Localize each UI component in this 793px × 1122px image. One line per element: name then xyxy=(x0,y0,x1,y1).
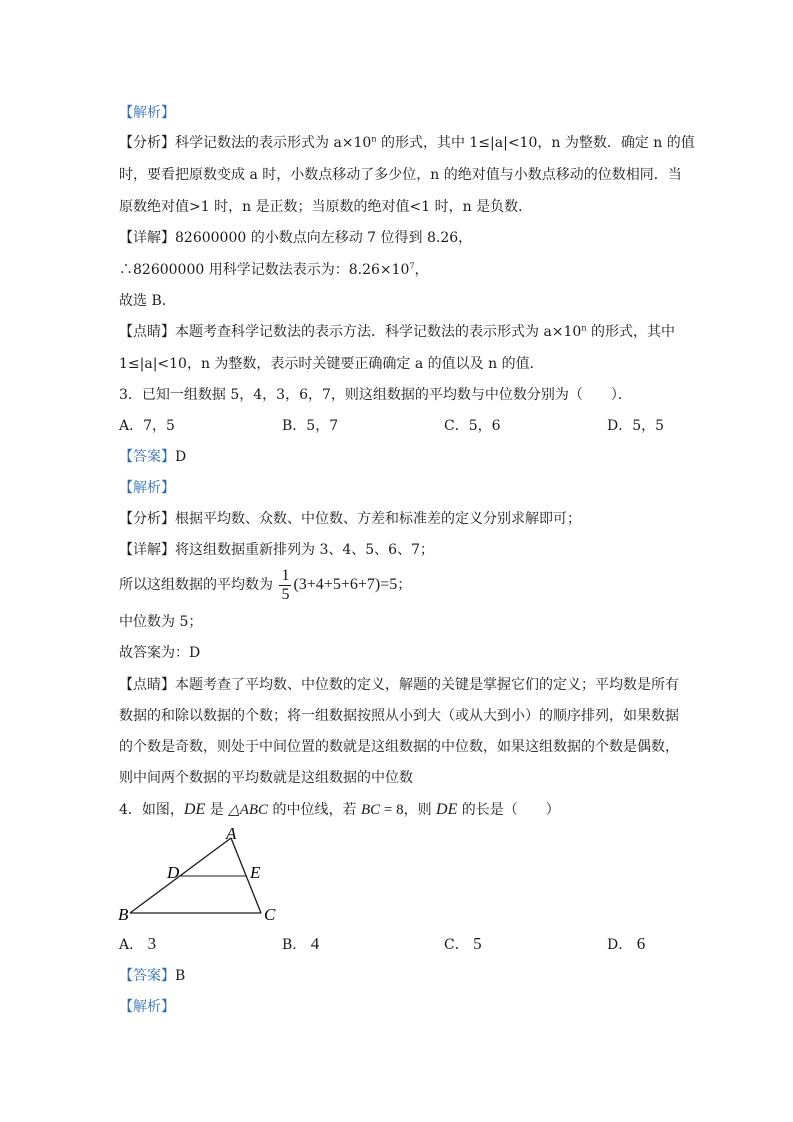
q4-analysis-heading: 【解析】 xyxy=(119,999,175,1015)
detail-line: ∴82600000 用科学记数法表示为：$8.26\times 10^7$， xyxy=(119,261,429,278)
q3-detail: 【详解】将这组数据重新排列为 3、4、5、6、7； xyxy=(119,542,434,558)
label-e: E xyxy=(250,863,261,882)
label-c: C xyxy=(264,905,276,924)
q3-comment-line: 数据的和除以数据的个数；将一组数据按照从小到大（或从大到小）的顺序排列，如果数据 xyxy=(119,708,679,724)
fraction: $\frac{1}{5}$ xyxy=(281,566,290,603)
comment-line: 1≤|a|<10，n 为整数，表示时关键要正确确定 a 的值以及 n 的值． xyxy=(119,356,544,372)
q3-option-d: D．5，5 xyxy=(607,418,665,434)
triangle-figure xyxy=(112,824,292,924)
q4-option-c: C． 5 xyxy=(444,934,482,953)
comment-paragraph: 【点睛】本题考查科学记数法的表示方法．科学记数法的表示形式为 $a\times 10^n$ 的形式，其中 xyxy=(119,323,675,340)
q3-option-a: A．7，5 xyxy=(119,418,175,434)
analysis-tag: 【分析】 xyxy=(119,135,175,151)
detail-paragraph: 【详解】82600000 的小数点向左移动 7 位得到 8.26， xyxy=(119,230,473,246)
analysis-tag: 【分析】 xyxy=(119,511,175,527)
q3-option-c: C．5，6 xyxy=(444,418,501,434)
q3-mean-formula: 所以这组数据的平均数为 $\frac{1}{5}$ (3+4+5+6+7)=5； xyxy=(119,566,412,603)
analysis-heading: 【解析】 xyxy=(119,105,175,121)
label-a: A xyxy=(226,824,237,843)
answer-tag: 【答案】 xyxy=(119,968,175,984)
q4-option-d: D． 6 xyxy=(607,934,646,953)
analysis-paragraph: 【分析】科学记数法的表示形式为 $a\times 10^n$ 的形式，其中 1≤|a|<10，n 为整数．确定 n 的值 xyxy=(119,134,695,151)
comment-tag: 【点睛】 xyxy=(119,677,175,693)
q4-option-b: B． 4 xyxy=(282,934,320,953)
q3-conclusion: 故答案为：D xyxy=(119,645,201,661)
q4-answer: 【答案】B xyxy=(119,968,186,984)
analysis-line: 时，要看把原数变成 a 时，小数点移动了多少位，n 的绝对值与小数点移动的位数相同．当 xyxy=(119,167,682,183)
q3-option-b: B．5，7 xyxy=(282,418,339,434)
comment-tag: 【点睛】 xyxy=(119,324,175,340)
question-4-stem: 4．如图，DE 是 △ABC 的中位线，若 BC = 8，则 DE 的长是（ ） xyxy=(119,801,560,818)
label-b: B xyxy=(118,905,129,924)
detail-line: 故选 B． xyxy=(119,293,176,309)
q3-comment-line: 则中间两个数据的平均数就是这组数据的中位数 xyxy=(119,770,413,786)
q3-comment-line: 的个数是奇数，则处于中间位置的数就是这组数据的中位数，如果这组数据的个数是偶数， xyxy=(119,739,679,755)
q3-analysis: 【分析】根据平均数、众数、中位数、方差和标准差的定义分别求解即可； xyxy=(119,511,581,527)
q3-answer: 【答案】D xyxy=(119,449,187,465)
q4-option-a: A． 3 xyxy=(119,934,157,953)
analysis-line: 原数绝对值>1 时，n 是正数；当原数的绝对值<1 时，n 是负数． xyxy=(119,199,533,215)
label-d: D xyxy=(167,863,180,882)
q3-median: 中位数为 5； xyxy=(119,614,203,630)
question-3-stem: 3．已知一组数据 5，4，3，6，7，则这组数据的平均数与中位数分别为（ ）． xyxy=(119,387,632,403)
answer-tag: 【答案】 xyxy=(119,449,175,465)
q3-comment: 【点睛】本题考查了平均数、中位数的定义，解题的关键是掌握它们的定义；平均数是所有 xyxy=(119,677,679,693)
detail-tag: 【详解】 xyxy=(119,230,175,246)
detail-tag: 【详解】 xyxy=(119,542,175,558)
q3-analysis-heading: 【解析】 xyxy=(119,480,175,496)
